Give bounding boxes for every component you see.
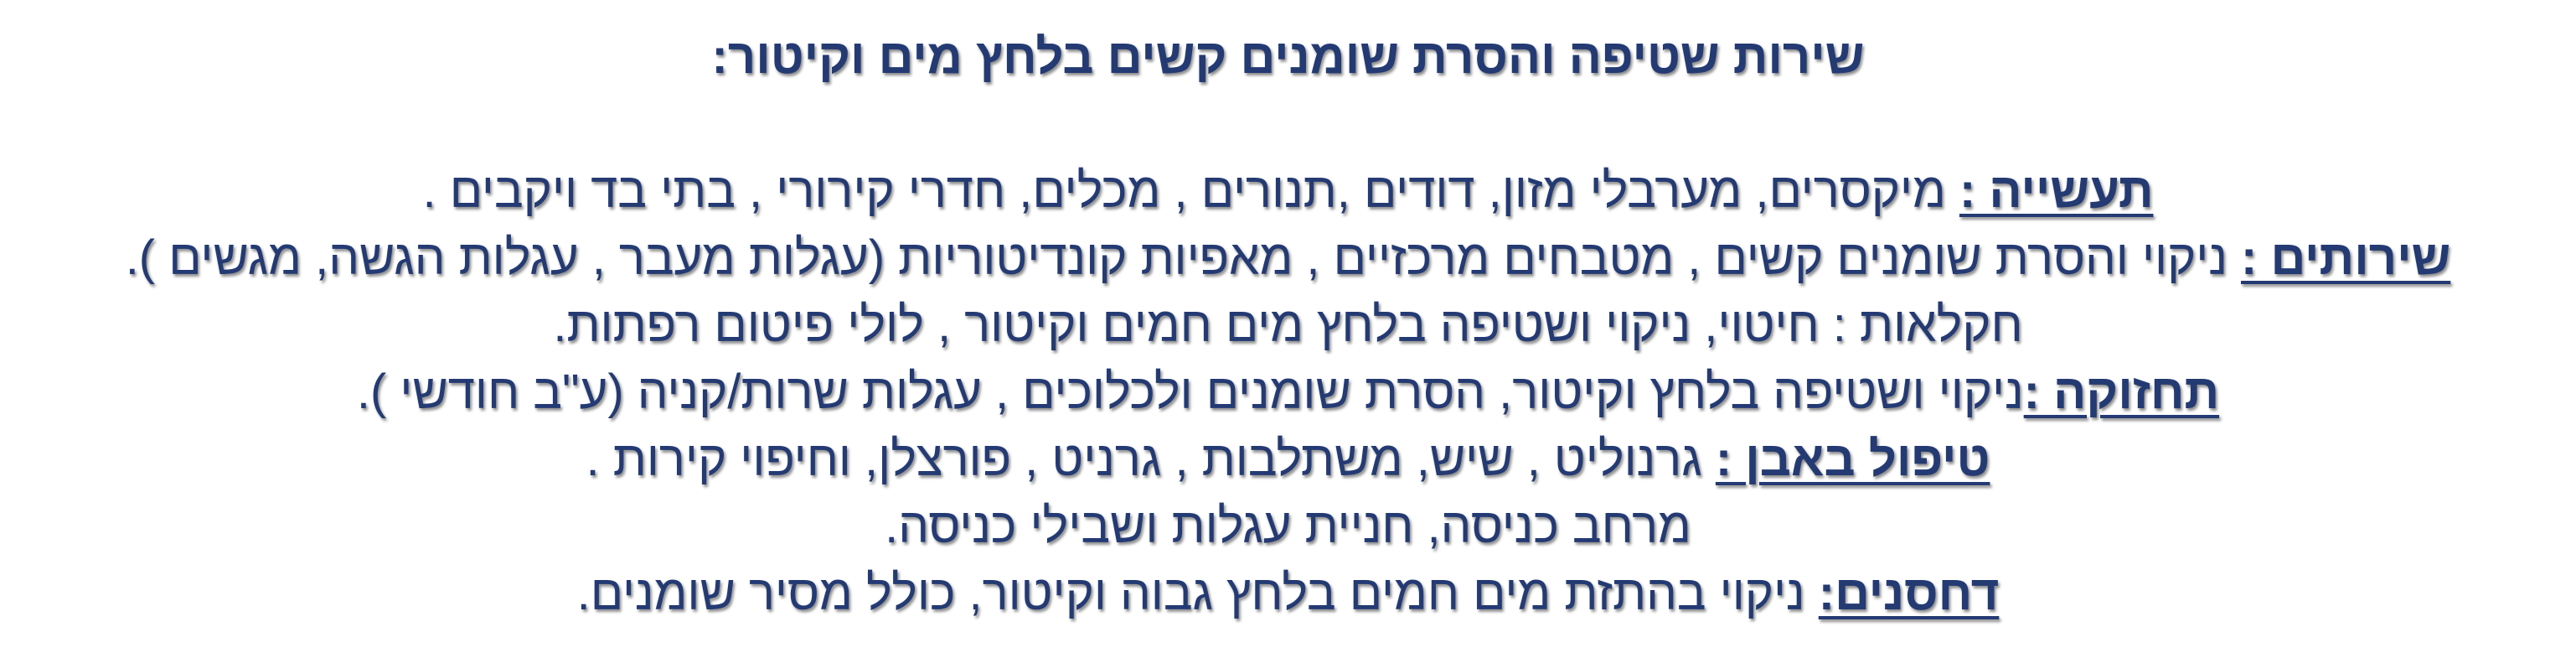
- service-label-maintenance: תחזוקה :: [2023, 365, 2220, 419]
- service-text-services: ניקוי והסרת שומנים קשים , מטבחים מרכזיים , מאפיות קונדיטוריות (עגלות מעבר , עגלות הגשה, מגשים ).: [125, 230, 2242, 285]
- service-line-maintenance: [0, 359, 2576, 426]
- service-line-agriculture: [0, 292, 2576, 359]
- service-line-stone: [0, 426, 2576, 493]
- service-line-services: [0, 225, 2576, 292]
- service-label-services: שירותים :: [2241, 230, 2451, 285]
- service-text-industry: מיקסרים, מערבלי מזון, דודים ,תנורים , מכלים, חדרי קירורי , בתי בד ויקבים .: [422, 163, 1959, 218]
- service-label-industry: תעשייה :: [1959, 163, 2154, 218]
- service-line-entrance: [0, 493, 2576, 560]
- service-line-compactors: [0, 560, 2576, 627]
- service-label-compactors: דחסנים:: [1818, 566, 2000, 620]
- service-text-agriculture: חקלאות : חיטוי, ניקוי ושטיפה בלחץ מים חמים וקיטור , לולי פיטום רפתות.: [553, 298, 2023, 352]
- service-text-stone: גרנוליט , שיש, משתלבות , גרניט , פורצלן, וחיפוי קירות .: [586, 432, 1716, 486]
- service-list: [0, 158, 2576, 627]
- service-text-entrance: מרחב כניסה, חניית עגלות ושבילי כניסה.: [885, 499, 1691, 553]
- document-title: שירות שטיפה והסרת שומנים קשים בלחץ מים וקיטור:: [711, 29, 1865, 84]
- service-text-compactors: ניקוי בהתזת מים חמים בלחץ גבוה וקיטור, כולל מסיר שומנים.: [576, 566, 1819, 620]
- service-label-stone: טיפול באבן :: [1715, 432, 1990, 486]
- service-text-maintenance: ניקוי ושטיפה בלחץ וקיטור, הסרת שומנים ולכלוכים , עגלות שרות/קניה (ע"ב חודשי ).: [356, 365, 2024, 419]
- service-line-industry: [0, 158, 2576, 225]
